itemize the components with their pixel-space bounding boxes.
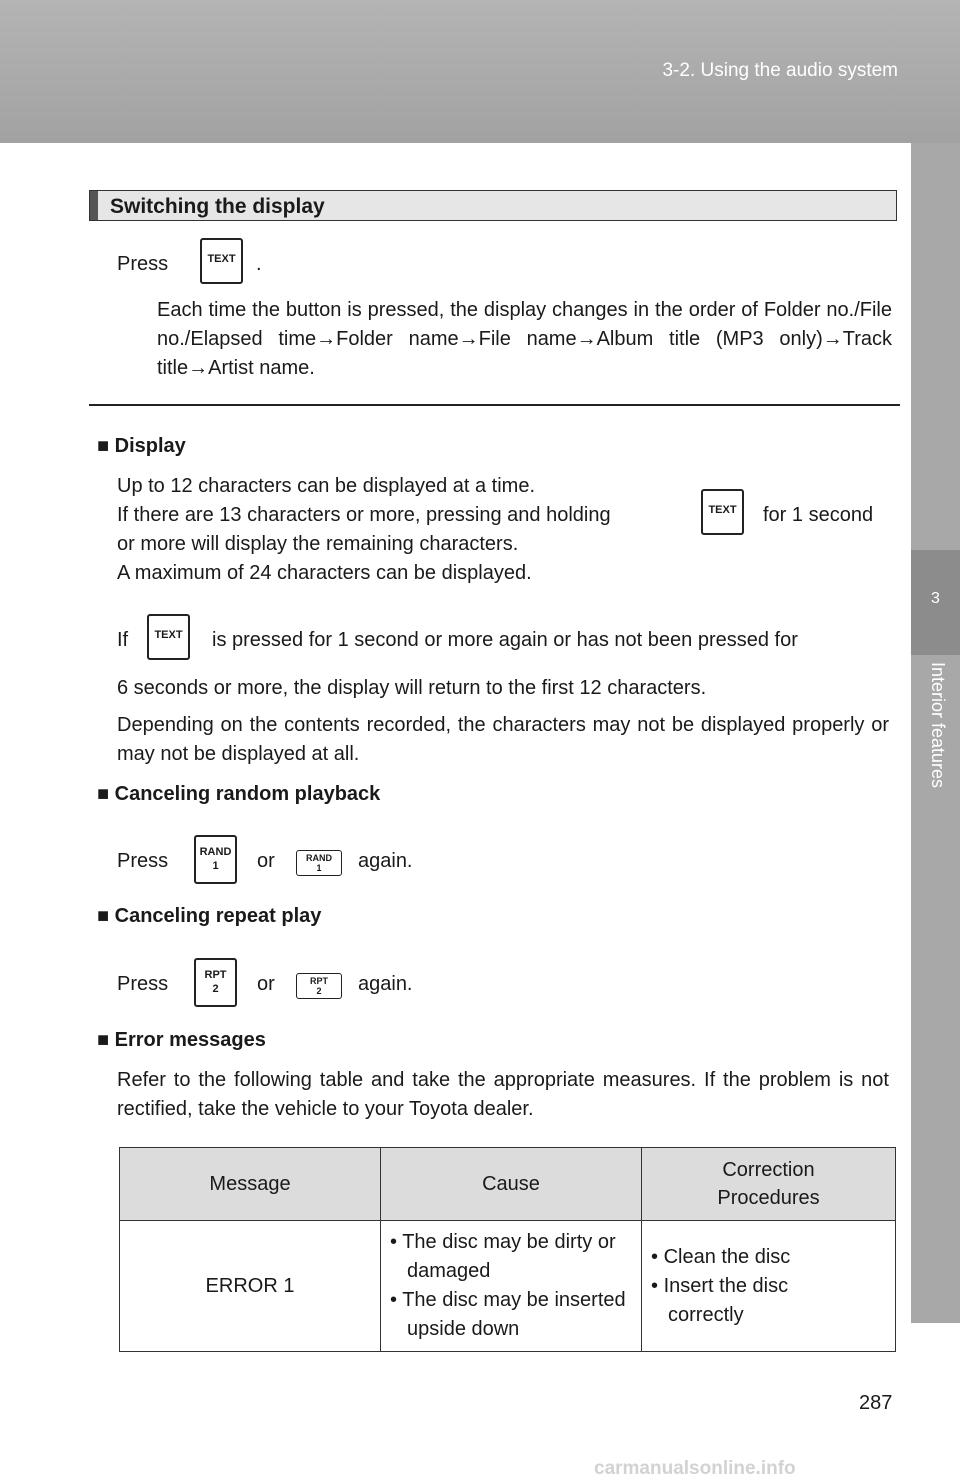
repeat-heading: ■ Canceling repeat play — [97, 905, 322, 927]
switching-description: Each time the button is pressed, the display changes in the order of Folder no./File no./Elapsed time→Folder name→File name→Album title (MP3 only)→Track title→Artist name. — [157, 299, 892, 379]
list-item: • The disc may be dirty or damaged — [390, 1231, 616, 1282]
random-press: Press — [117, 850, 169, 872]
errors-heading: ■ Error messages — [97, 1029, 266, 1051]
side-tab-number: 3 — [931, 590, 940, 607]
watermark: carmanualsonline.info — [594, 1458, 796, 1479]
header-message: Message — [120, 1148, 381, 1221]
rand-1-small-button-icon: RAND 1 — [296, 850, 342, 876]
list-item: • The disc may be inserted upside down — [390, 1289, 626, 1340]
list-item: • Insert the disc correctly — [651, 1274, 789, 1326]
display-para-2-line-2: 6 seconds or more, the display will return to the first 12 characters. — [117, 677, 707, 699]
random-or: or — [257, 850, 275, 872]
errors-intro: Refer to the following table and take the appropriate measures. If the problem is not rectified, take the vehicle to your Toyota dealer. — [117, 1069, 889, 1120]
random-again: again. — [358, 850, 413, 872]
table-header-row — [120, 1148, 896, 1221]
table-row — [120, 1221, 896, 1352]
display-line-2-end: for 1 second — [763, 504, 874, 526]
side-tab-number-box — [911, 550, 960, 655]
display-heading: ■ Display — [97, 435, 186, 457]
display-para-2: is pressed for 1 second or more again or has not been pressed for — [212, 629, 798, 651]
section-title: Switching the display — [110, 195, 325, 218]
section-accent — [90, 191, 98, 220]
repeat-press: Press — [117, 973, 169, 995]
text-button-icon: TEXT — [147, 614, 190, 660]
header-correction: Correction Procedures — [642, 1148, 896, 1221]
press-label: Press — [117, 253, 169, 275]
section-divider — [89, 404, 900, 406]
section-title-bar — [89, 190, 897, 221]
display-if: If — [117, 629, 129, 651]
text-button-icon: TEXT — [200, 238, 243, 284]
repeat-or: or — [257, 973, 275, 995]
cell-message: ERROR 1 — [120, 1221, 381, 1352]
display-line-2: If there are 13 characters or more, pressing and holding — [117, 504, 611, 526]
repeat-again: again. — [358, 973, 413, 995]
press-period: . — [256, 253, 262, 275]
rpt-2-small-button-icon: RPT 2 — [296, 973, 342, 999]
cell-cause — [381, 1221, 642, 1352]
display-line-1: Up to 12 characters can be displayed at a time. — [117, 475, 536, 497]
text-button-icon: TEXT — [701, 489, 744, 535]
list-item: • Clean the disc — [651, 1245, 791, 1268]
cell-correction — [642, 1221, 896, 1352]
error-table — [119, 1147, 896, 1352]
rand-1-button-icon: RAND 1 — [194, 835, 237, 884]
header-cause: Cause — [381, 1148, 642, 1221]
side-tab-label: Interior features — [928, 662, 948, 789]
display-para-3: Depending on the contents recorded, the characters may not be displayed properly or may not be displayed at all. — [117, 714, 889, 765]
page-number: 287 — [859, 1392, 893, 1414]
display-line-4: A maximum of 24 characters can be displayed. — [117, 562, 532, 584]
rpt-2-button-icon: RPT 2 — [194, 958, 237, 1007]
section-reference: 3-2. Using the audio system — [662, 60, 898, 81]
display-line-3: or more will display the remaining characters. — [117, 533, 519, 555]
random-heading: ■ Canceling random playback — [97, 783, 381, 805]
